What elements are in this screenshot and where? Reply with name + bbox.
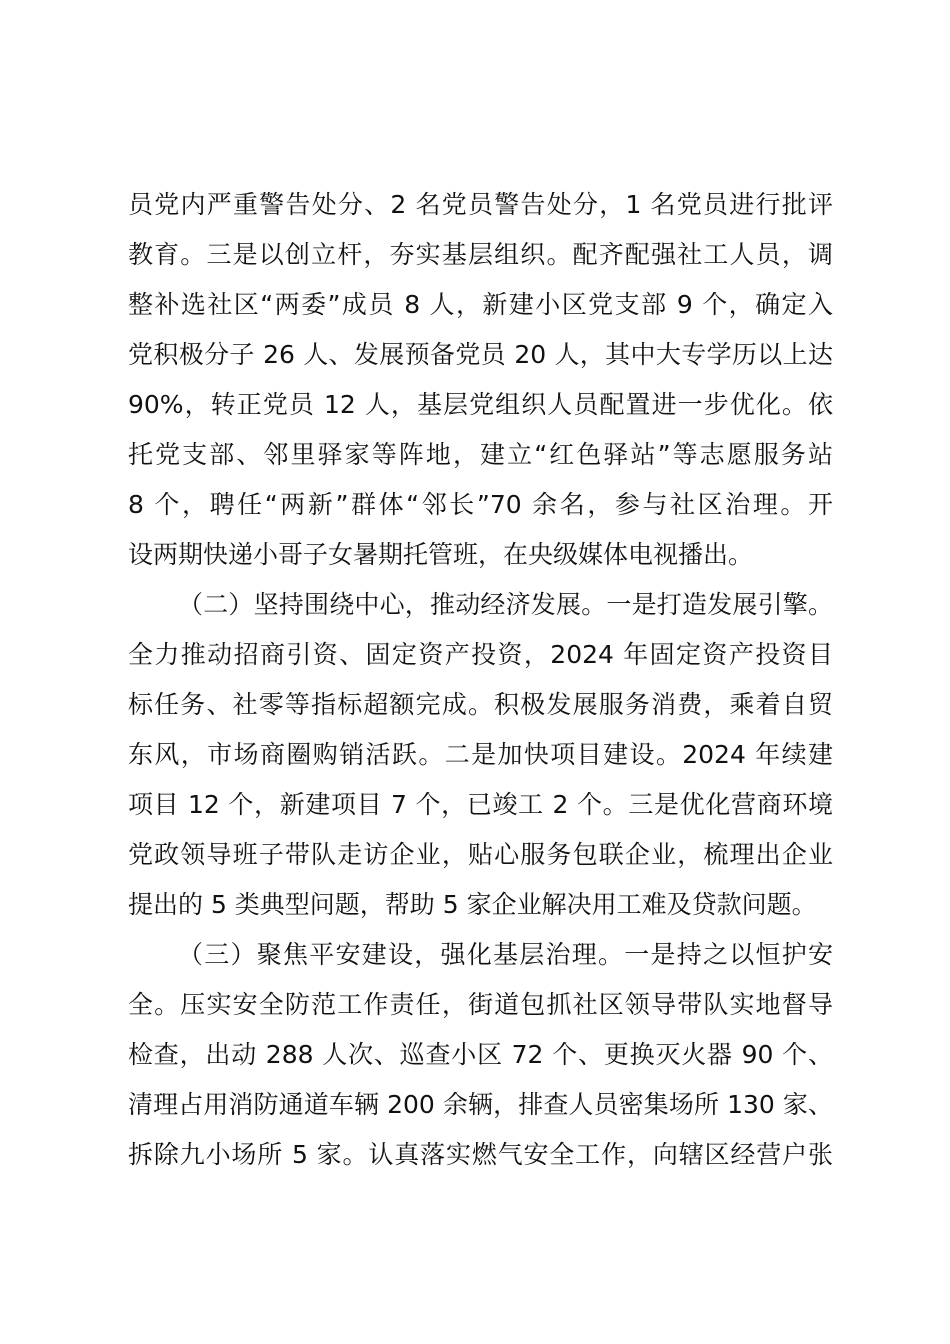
text-line: 托党支部、邻里驿家等阵地，建立“红色驿站”等志愿服务站 [128, 440, 833, 469]
text-line: 全力推动招商引资、固定资产投资，2024 年固定资产投资目 [128, 640, 833, 669]
text-line: 教育。三是以创立杆，夯实基层组织。配齐配强社工人员，调 [128, 240, 833, 269]
text-line: 清理占用消防通道车辆 200 余辆，排查人员密集场所 130 家、 [128, 1090, 833, 1119]
section-heading-line: （三）聚焦平安建设，强化基层治理。一是持之以恒护安 [178, 940, 833, 969]
text-line: 整补选社区“两委”成员 8 人，新建小区党支部 9 个，确定入 [128, 290, 833, 319]
text-line: 项目 12 个，新建项目 7 个，已竣工 2 个。三是优化营商环境 [128, 790, 833, 819]
text-line: 标任务、社零等指标超额完成。积极发展服务消费，乘着自贸 [128, 690, 833, 719]
section-heading-line: （二）坚持围绕中心，推动经济发展。一是打造发展引擎。 [178, 590, 833, 619]
text-line: 提出的 5 类典型问题，帮助 5 家企业解决用工难及贷款问题。 [128, 890, 817, 919]
text-line: 设两期快递小哥子女暑期托管班，在央级媒体电视播出。 [128, 540, 754, 569]
text-line: 拆除九小场所 5 家。认真落实燃气安全工作，向辖区经营户张 [128, 1140, 833, 1169]
text-line: 8 个，聘任“两新”群体“邻长”70 余名，参与社区治理。开 [128, 490, 833, 519]
text-line: 员党内严重警告处分、2 名党员警告处分，1 名党员进行批评 [128, 190, 833, 219]
text-line: 全。压实安全防范工作责任，街道包抓社区领导带队实地督导 [128, 990, 833, 1019]
text-line: 党积极分子 26 人、发展预备党员 20 人，其中大专学历以上达 [128, 340, 833, 369]
text-line: 90%，转正党员 12 人，基层党组织人员配置进一步优化。依 [128, 390, 833, 419]
text-line: 党政领导班子带队走访企业，贴心服务包联企业，梳理出企业 [128, 840, 833, 869]
text-line: 检查，出动 288 人次、巡查小区 72 个、更换灭火器 90 个、 [128, 1040, 833, 1069]
body-text [128, 180, 833, 1180]
text-line: 东风，市场商圈购销活跃。二是加快项目建设。2024 年续建 [128, 740, 833, 769]
